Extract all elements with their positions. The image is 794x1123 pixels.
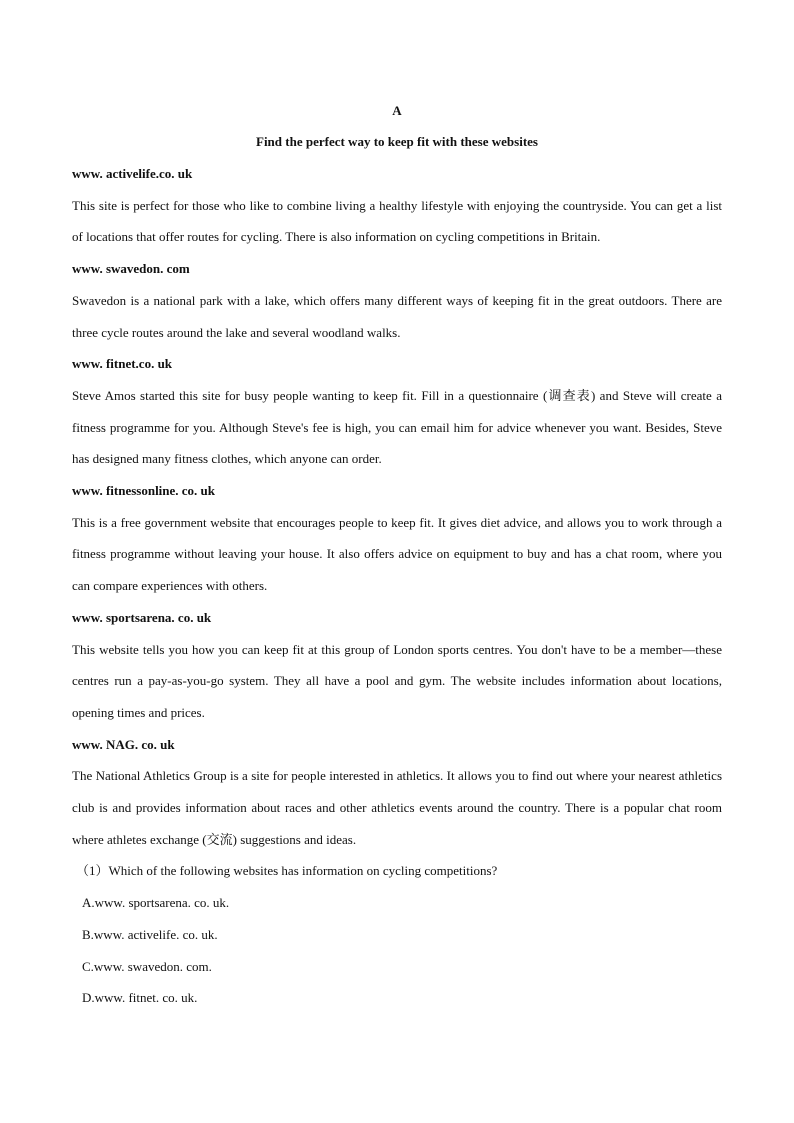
website-entry (72, 158, 722, 253)
website-url: www. swavedon. com (72, 261, 190, 277)
website-url: www. fitnessonline. co. uk (72, 483, 216, 499)
website-description: Steve Amos started this site for busy people wanting to keep fit. Fill in a questionnaire (调查表) and Steve will create a fitness programme for you. Although Steve's fee is high, you can email him for advice whenever you want. Besides, Steve has designed many fitness clothes, which anyone can order. (72, 387, 722, 467)
website-description: This website tells you how you can keep fit at this group of London sports centres. You don't have to be a member—these centres run a pay-as-you-go system. They all have a pool and gym. The website includes information about locations, opening times and prices. (72, 641, 722, 720)
answer-option-c[interactable]: C.www. swavedon. com. (82, 958, 212, 974)
website-description: The National Athletics Group is a site for people interested in athletics. It allows you to find out where your nearest athletics club is and provides information about races and other athletics events around the country. There is a popular chat room where athletes exchange (交流) suggestions and ideas. (72, 768, 722, 847)
website-description: Swavedon is a national park with a lake, which offers many different ways of keeping fit in the great outdoors. There are three cycle routes around the lake and several woodland walks. (72, 292, 722, 340)
website-url: www. sportsarena. co. uk (72, 609, 212, 625)
website-description: This is a free government website that encourages people to keep fit. It gives diet advice, and allows you to work through a fitness programme without leaving your house. It also offers advice on equipment to buy and has a chat room, where you can compare experiences with others. (72, 514, 722, 594)
website-description: This site is perfect for those who like to combine living a healthy lifestyle with enjoying the countryside. You can get a list of locations that offer routes for cycling. There is also information on cycling competitions in Britain. (72, 197, 722, 245)
website-entry (72, 475, 722, 602)
answer-option-d[interactable]: D.www. fitnet. co. uk. (82, 990, 198, 1006)
website-entry (72, 253, 722, 348)
question-text: （1）Which of the following websites has information on cycling competitions? (76, 863, 498, 879)
passage-title: Find the perfect way to keep fit with these websites (256, 134, 538, 149)
section-letter: A (392, 103, 402, 118)
website-url: www. fitnet.co. uk (72, 356, 173, 372)
document-page (72, 96, 722, 1014)
website-entry (72, 348, 722, 475)
website-url: www. activelife.co. uk (72, 166, 193, 181)
website-entry (72, 729, 722, 856)
website-url: www. NAG. co. uk (72, 736, 175, 752)
answer-option-b[interactable]: B.www. activelife. co. uk. (82, 926, 218, 942)
answer-option-a[interactable]: A.www. sportsarena. co. uk. (82, 895, 230, 911)
website-entry (72, 602, 722, 729)
